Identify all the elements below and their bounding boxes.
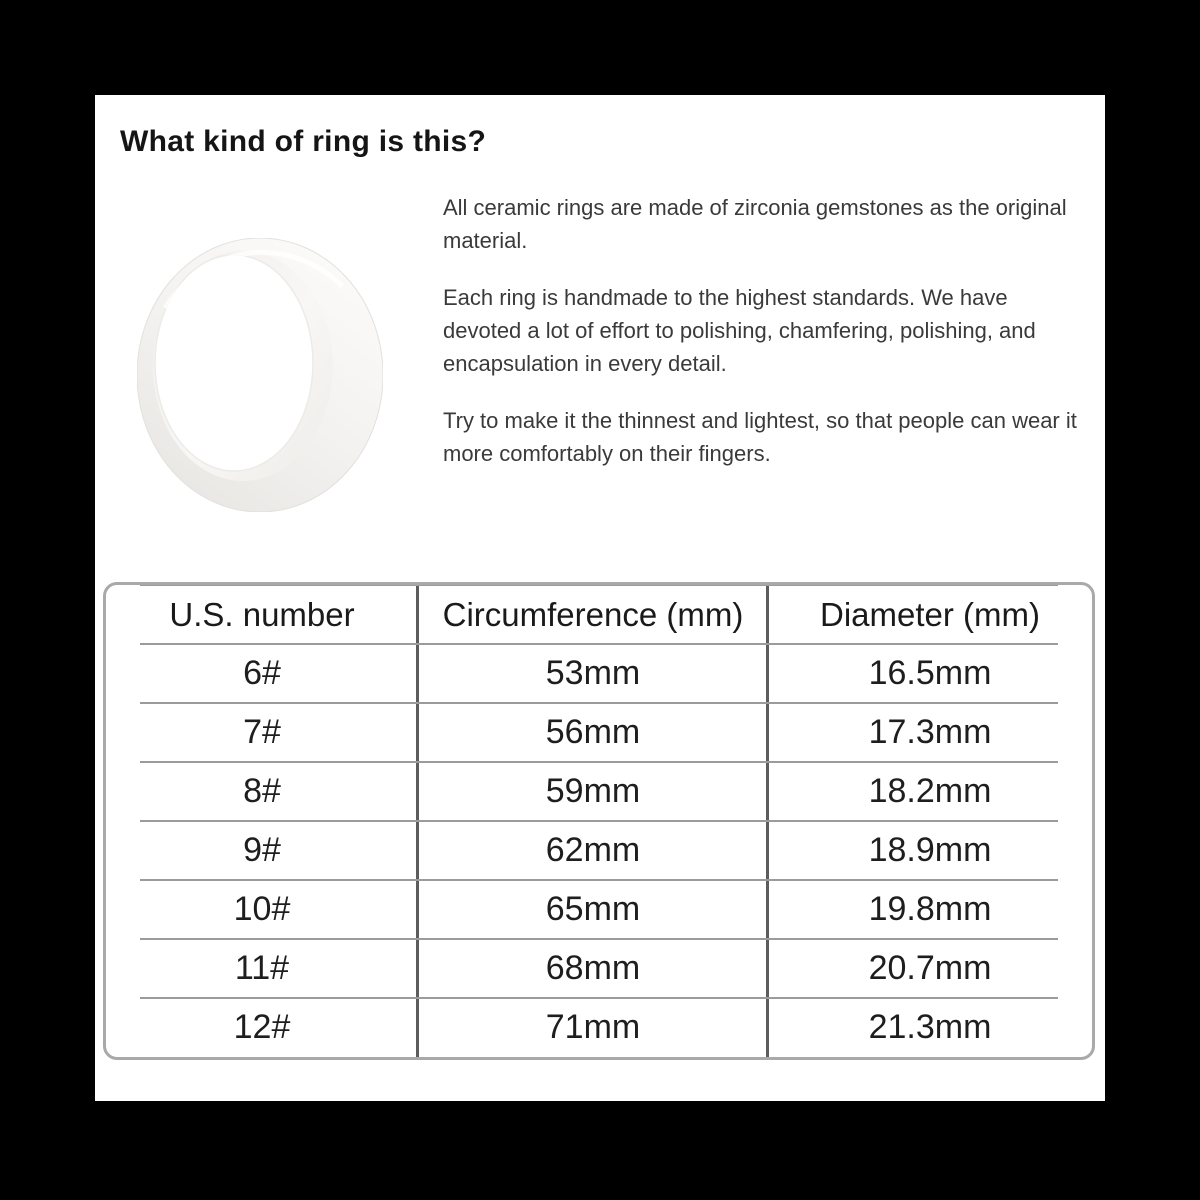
- table-row: [106, 998, 1092, 1057]
- intro-text-block: [443, 191, 1083, 494]
- intro-paragraph: Try to make it the thinnest and lightest, so that people can wear it more comfortably on their fingers.: [443, 408, 1077, 466]
- cell-circumference: 68mm: [545, 949, 641, 987]
- cell-diameter: 16.5mm: [868, 654, 992, 692]
- intro-paragraph: All ceramic rings are made of zirconia gemstones as the original material.: [443, 195, 1067, 253]
- cell-circumference: 71mm: [545, 1008, 641, 1046]
- page-title: What kind of ring is this?: [120, 125, 487, 158]
- cell-us-number: 6#: [243, 654, 281, 692]
- table-row: [106, 703, 1092, 762]
- cell-us-number: 12#: [233, 1008, 291, 1046]
- table-row: [106, 821, 1092, 880]
- header-cell-diameter: Diameter (mm): [820, 595, 1040, 633]
- cell-circumference: 59mm: [545, 772, 641, 810]
- header-cell-circumference: Circumference (mm): [442, 595, 744, 633]
- cell-us-number: 10#: [233, 890, 291, 928]
- ring-size-table: [103, 582, 1095, 1060]
- content-panel: [95, 95, 1105, 1101]
- cell-diameter: 21.3mm: [868, 1008, 992, 1046]
- intro-paragraph: Each ring is handmade to the highest standards. We have devoted a lot of effort to polishing, chamfering, polishing, and encapsulation in every detail.: [443, 285, 1036, 376]
- table-header-row: [106, 585, 1092, 644]
- table-row: [106, 762, 1092, 821]
- cell-us-number: 9#: [243, 831, 281, 869]
- cell-circumference: 53mm: [545, 654, 641, 692]
- table-row: [106, 880, 1092, 939]
- table-row: [106, 644, 1092, 703]
- cell-circumference: 56mm: [545, 713, 641, 751]
- ring-photo: [137, 238, 383, 512]
- white-ceramic-ring-image: [137, 238, 383, 512]
- cell-diameter: 18.9mm: [868, 831, 992, 869]
- cell-circumference: 62mm: [545, 831, 641, 869]
- cell-diameter: 20.7mm: [868, 949, 992, 987]
- table-row: [106, 939, 1092, 998]
- cell-us-number: 11#: [234, 949, 290, 987]
- cell-diameter: 17.3mm: [868, 713, 992, 751]
- cell-diameter: 18.2mm: [868, 772, 992, 810]
- cell-us-number: 7#: [243, 713, 281, 751]
- cell-us-number: 8#: [243, 772, 281, 810]
- header-cell-us-number: U.S. number: [169, 595, 355, 633]
- cell-circumference: 65mm: [545, 890, 641, 928]
- cell-diameter: 19.8mm: [868, 890, 992, 928]
